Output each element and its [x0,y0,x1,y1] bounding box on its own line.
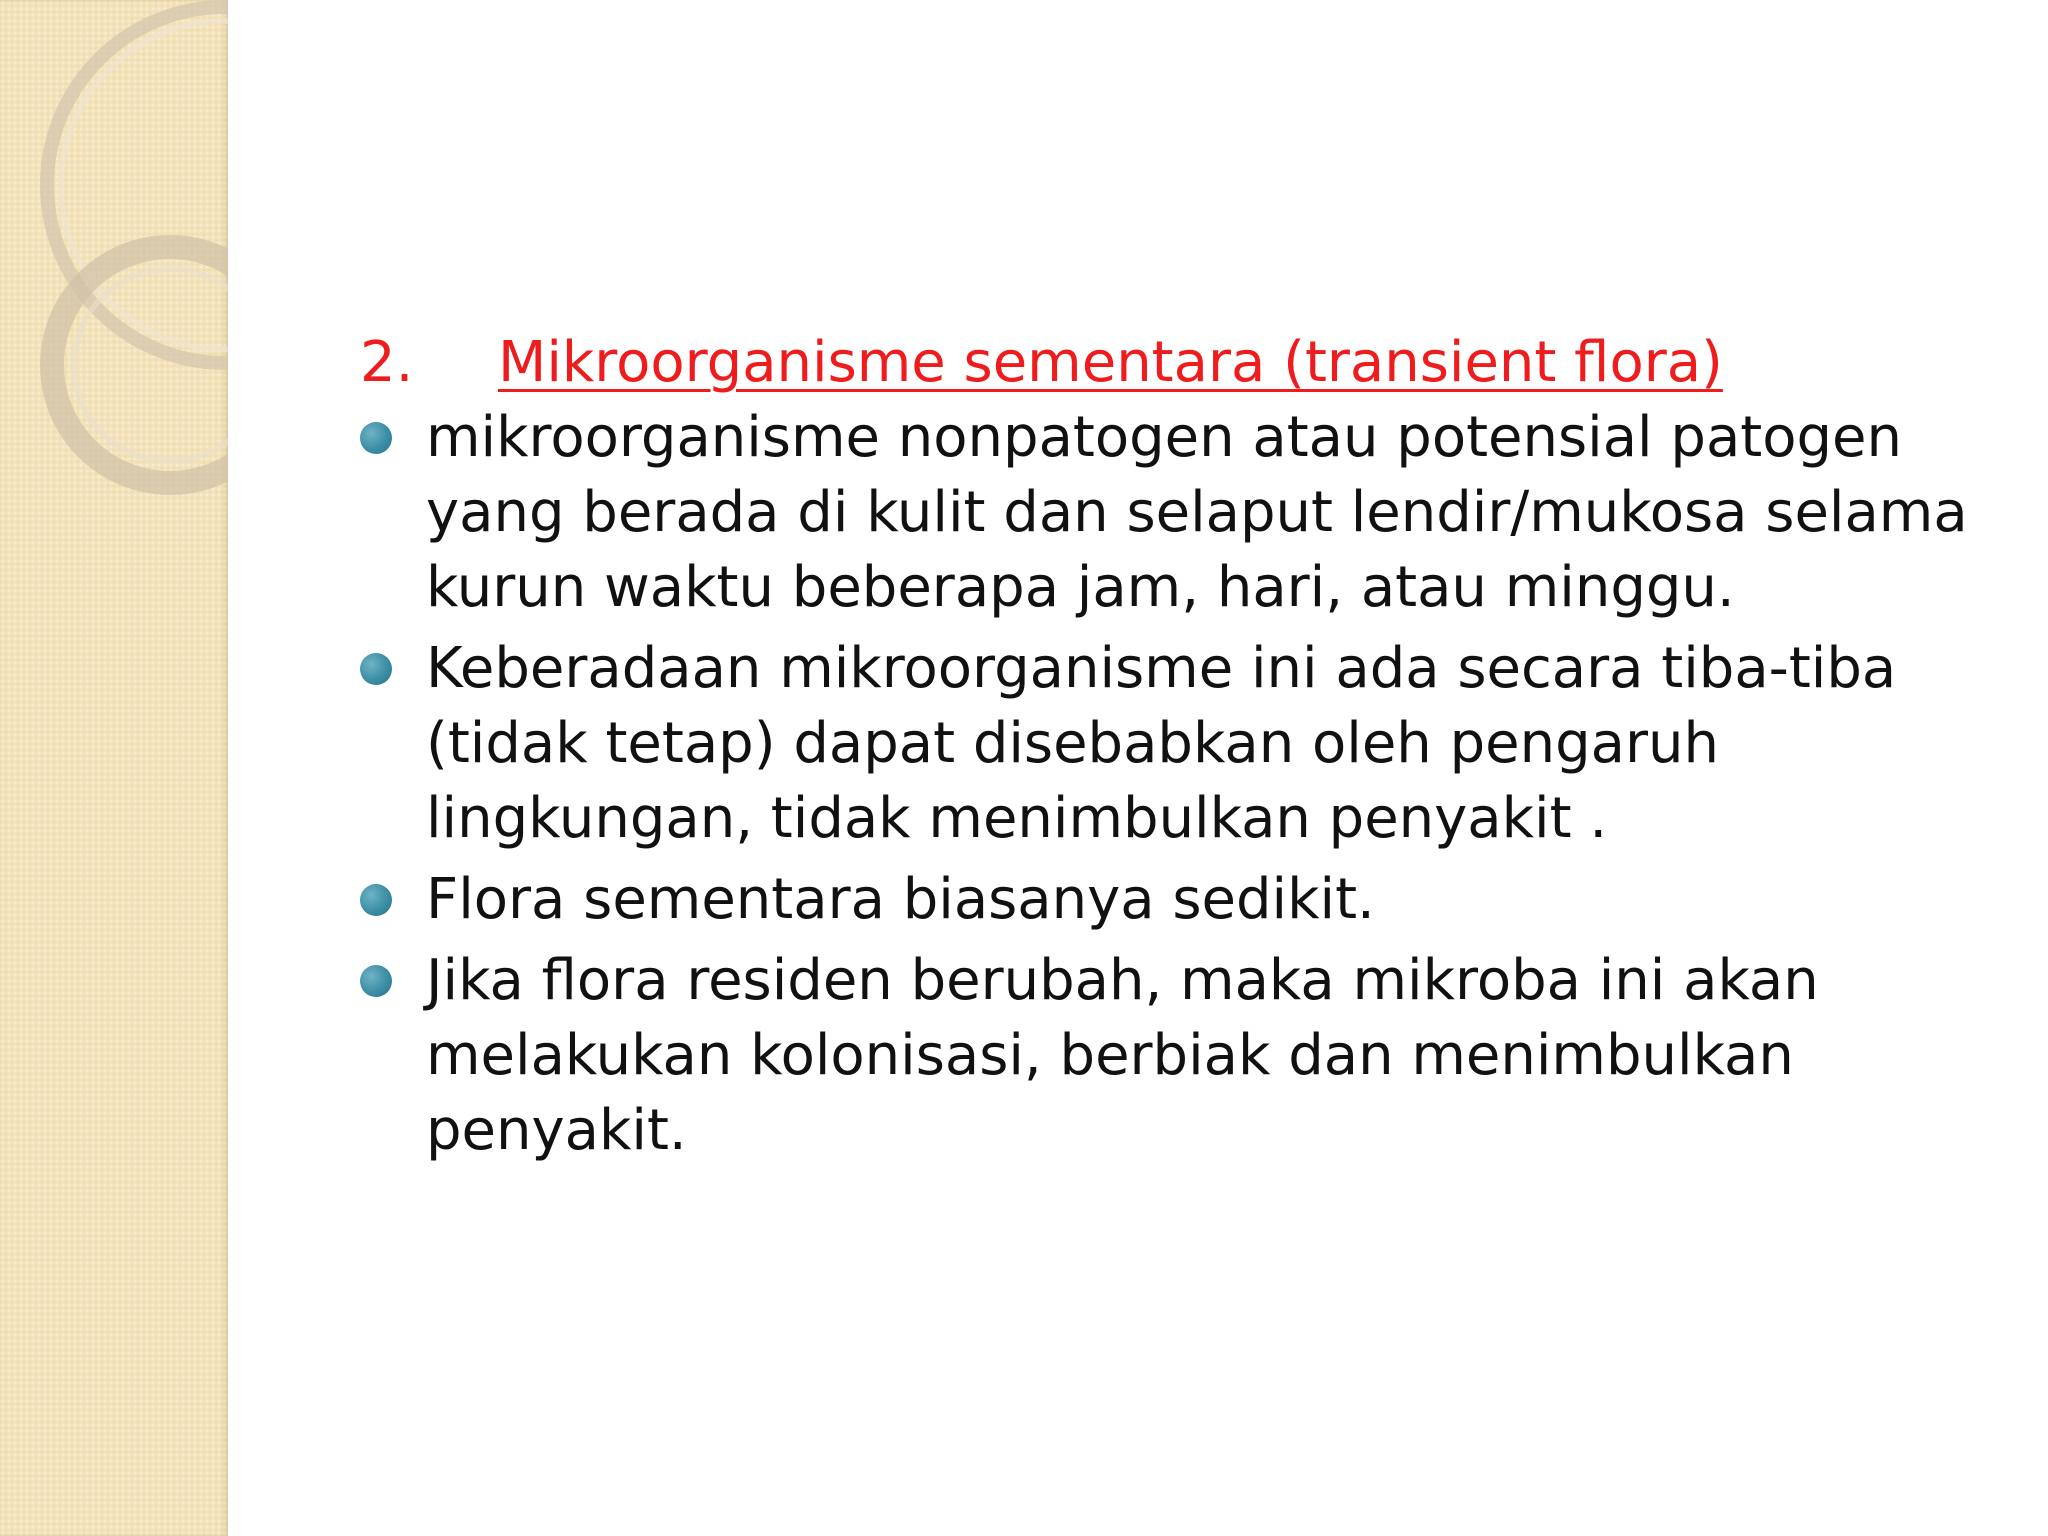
bullet-dot-icon [360,422,392,454]
bullet-dot-icon [360,884,392,916]
list-item [360,862,1980,937]
bullet-text: mikroorganisme nonpatogen atau potensial patogen yang berada di kulit dan selaput lendir/mukosa selama kurun waktu beberapa jam, hari, atau minggu. [426,405,1968,620]
section-heading [360,328,1980,398]
bullet-text: Flora sementara biasanya sedikit. [426,867,1375,932]
slide-content [360,328,1980,1174]
list-item [360,943,1980,1168]
decorative-side-panel [0,0,228,1536]
bullet-list [360,400,1980,1168]
bullet-dot-icon [360,965,392,997]
list-item [360,631,1980,856]
bullet-text: Jika flora residen berubah, maka mikroba ini akan melakukan kolonisasi, berbiak dan menimbulkan penyakit. [426,948,1819,1163]
heading-number: 2. [360,330,414,395]
list-item [360,400,1980,625]
bullet-text: Keberadaan mikroorganisme ini ada secara tiba-tiba (tidak tetap) dapat disebabkan oleh pengaruh lingkungan, tidak menimbulkan penyakit . [426,636,1897,851]
decorative-rings [0,0,228,1536]
bullet-dot-icon [360,653,392,685]
heading-text: Mikroorganisme sementara (transient flora) [498,330,1723,395]
